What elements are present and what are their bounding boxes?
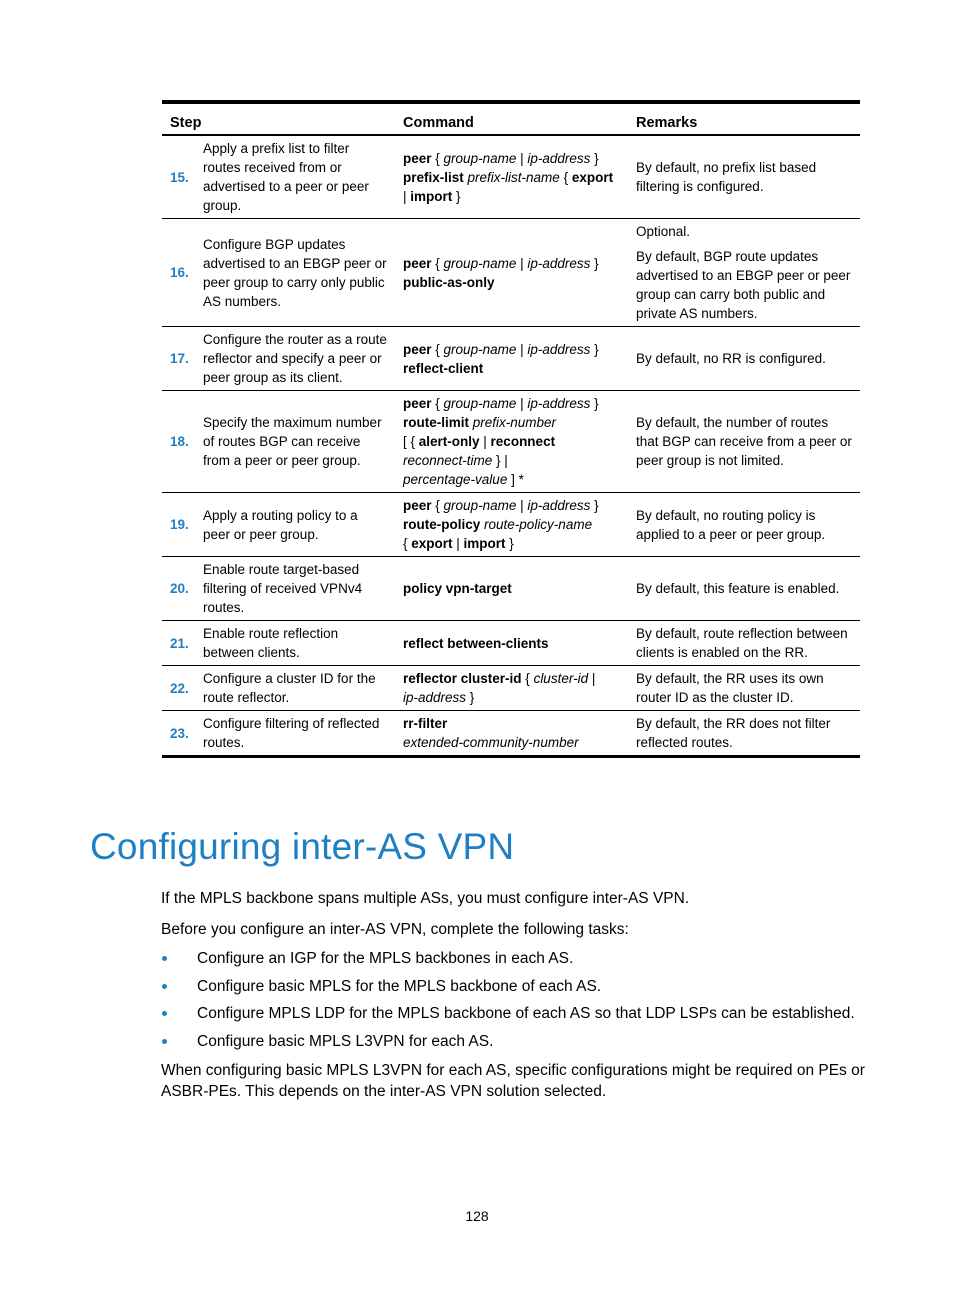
command-syntax: { (559, 169, 572, 185)
command-argument: cluster-id (533, 671, 589, 686)
command-keyword: public-as-only (403, 274, 495, 290)
step-number: 18. (170, 434, 189, 449)
command-argument: group-name (443, 396, 517, 411)
bullet-icon (162, 1011, 167, 1016)
remark-text: By default, no RR is configured. (636, 351, 826, 366)
command-keyword: alert-only (418, 434, 480, 449)
step-content (170, 624, 387, 662)
table-body (162, 135, 860, 757)
command-keyword: reflector cluster-id (403, 671, 522, 686)
command-line (403, 470, 620, 489)
command-argument: ip-address (527, 396, 591, 411)
step-cell (162, 711, 395, 757)
prerequisite-task-list (161, 948, 871, 1058)
configuration-steps-table (162, 100, 860, 758)
command-syntax: | (516, 498, 528, 513)
command-argument: group-name (443, 255, 517, 271)
command-line (403, 634, 620, 653)
command-argument: ip-address (527, 341, 591, 357)
command-keyword: export (411, 536, 453, 551)
step-cell (162, 493, 395, 557)
command-syntax: ] * (507, 472, 524, 487)
command-syntax: { (431, 341, 444, 357)
command-line (403, 451, 620, 470)
step-content (170, 139, 387, 215)
remarks-cell (628, 493, 860, 557)
command-line (403, 359, 620, 378)
remarks-cell (628, 621, 860, 666)
remarks-cell (628, 666, 860, 711)
command-argument: prefix-list-name (467, 169, 560, 185)
table-row (162, 135, 860, 219)
command-syntax: | (516, 396, 528, 411)
step-content (170, 506, 387, 544)
command-argument: group-name (443, 341, 517, 357)
remark-text: By default, route reflection between clients is enabled on the RR. (636, 626, 848, 660)
command-line (403, 733, 620, 752)
step-description: Configure the router as a route reflector and specify a peer or peer group as its client. (203, 332, 387, 385)
list-item-text: Configure basic MPLS L3VPN for each AS. (197, 1032, 494, 1050)
list-item (161, 1003, 871, 1031)
command-cell (395, 666, 628, 711)
list-item (161, 1031, 871, 1059)
command-syntax: | (479, 434, 491, 449)
command-cell (395, 135, 628, 219)
command-argument: ip-address (527, 150, 591, 166)
step-number: 17. (170, 351, 189, 366)
command-keyword: import (410, 188, 453, 204)
command-argument: group-name (443, 498, 517, 513)
command-syntax: } | (492, 453, 508, 468)
step-description: Apply a routing policy to a peer or peer group. (203, 507, 358, 542)
step-cell (162, 557, 395, 621)
table-row (162, 557, 860, 621)
remark-text: By default, this feature is enabled. (636, 581, 840, 596)
table-row (162, 391, 860, 493)
list-item (161, 948, 871, 976)
command-line (403, 413, 620, 432)
step-number: 21. (170, 635, 189, 651)
remarks-cell (628, 557, 860, 621)
step-cell (162, 621, 395, 666)
remarks-cell (628, 391, 860, 493)
command-syntax: [ { (403, 434, 419, 449)
table-row (162, 327, 860, 391)
command-argument: percentage-value (403, 472, 508, 487)
step-cell (162, 219, 395, 327)
step-description: Apply a prefix list to filter routes received from or advertised to a peer or peer group. (203, 141, 369, 213)
command-syntax: { (431, 255, 444, 271)
list-item-text: Configure an IGP for the MPLS backbones in each AS. (197, 950, 574, 967)
step-number: 15. (170, 169, 189, 185)
command-cell (395, 557, 628, 621)
remarks-cell (628, 219, 860, 327)
section-title: Configuring inter-AS VPN (90, 826, 515, 867)
step-description: Configure filtering of reflected routes. (203, 716, 380, 750)
step-description: Configure a cluster ID for the route reflector. (203, 671, 376, 705)
step-content (170, 413, 387, 470)
table-row (162, 711, 860, 757)
tasks-intro-paragraph: Before you configure an inter-AS VPN, complete the following tasks: (161, 921, 629, 938)
command-syntax: | (452, 536, 464, 551)
table-header-row (162, 102, 860, 135)
command-cell (395, 493, 628, 557)
step-cell (162, 666, 395, 711)
list-item-text: Configure basic MPLS for the MPLS backbone of each AS. (197, 977, 602, 995)
command-syntax: } (590, 498, 599, 513)
command-syntax: | (516, 255, 528, 271)
command-keyword: peer (403, 396, 432, 411)
command-keyword: peer (403, 341, 432, 357)
remarks-cell (628, 327, 860, 391)
command-syntax: } (590, 150, 599, 166)
command-line (403, 187, 620, 206)
remark-text: By default, the RR uses its own router ID as the cluster ID. (636, 671, 824, 705)
command-syntax: } (590, 255, 599, 271)
command-keyword: reflect between-clients (403, 635, 549, 651)
command-keyword: prefix-list (403, 169, 464, 185)
command-line (403, 688, 620, 707)
command-keyword: route-policy (403, 517, 481, 532)
command-argument: prefix-number (472, 415, 557, 430)
command-syntax: | (403, 188, 411, 204)
command-line (403, 515, 620, 534)
command-cell (395, 621, 628, 666)
remark-text: By default, the RR does not filter reflected routes. (636, 716, 831, 750)
command-keyword: route-limit (403, 415, 469, 430)
remark-text: By default, no routing policy is applied to a peer or peer group. (636, 507, 826, 542)
header-remarks: Remarks (628, 102, 860, 135)
command-keyword: peer (403, 498, 432, 513)
step-description: Enable route target-based filtering of received VPNv4 routes. (203, 562, 363, 615)
intro-paragraph: If the MPLS backbone spans multiple ASs, you must configure inter-AS VPN. (161, 890, 690, 907)
step-content (170, 714, 387, 752)
step-cell (162, 327, 395, 391)
command-keyword: peer (403, 255, 432, 271)
remark-text: By default, BGP route updates advertised to an EBGP peer or peer group can carry both public and private AS numbers. (636, 249, 851, 321)
command-syntax: } (590, 396, 599, 411)
command-cell (395, 711, 628, 757)
bullet-icon (162, 984, 167, 989)
list-item (161, 976, 871, 1004)
command-cell (395, 327, 628, 391)
command-keyword: export (571, 169, 614, 185)
command-argument: reconnect-time (403, 453, 493, 468)
remarks-cell (628, 711, 860, 757)
closing-paragraph: When configuring basic MPLS L3VPN for each AS, specific configurations might be required on PEs or ASBR-PEs. This depends on the inter-AS VPN solution selected. (161, 1062, 865, 1100)
command-syntax: } (452, 188, 461, 204)
command-argument: route-policy-name (484, 517, 593, 532)
command-argument: ip-address (527, 498, 591, 513)
command-cell (395, 219, 628, 327)
command-line (403, 254, 620, 273)
command-line (403, 432, 620, 451)
command-keyword: rr-filter (403, 716, 448, 731)
remark-text: By default, no prefix list based filtering is configured. (636, 160, 817, 194)
command-argument: ip-address (403, 690, 467, 705)
step-description: Configure BGP updates advertised to an EBGP peer or peer group to carry only public AS numbers. (203, 236, 387, 309)
remark-text: By default, the number of routes that BGP can receive from a peer or peer group is not limited. (636, 415, 852, 468)
command-line (403, 496, 620, 515)
command-line (403, 394, 620, 413)
command-keyword: policy vpn-target (403, 581, 512, 596)
command-syntax: { (431, 498, 444, 513)
step-number: 16. (170, 265, 189, 280)
command-line (403, 579, 620, 598)
command-keyword: reconnect (490, 434, 556, 449)
remark-text: Optional. (636, 224, 691, 239)
step-description: Enable route reflection between clients. (203, 626, 339, 660)
command-syntax: } (590, 341, 599, 357)
command-syntax: { (431, 396, 444, 411)
table-row (162, 621, 860, 666)
command-argument: ip-address (527, 255, 591, 271)
command-syntax: | (516, 150, 528, 166)
command-argument: group-name (443, 150, 517, 166)
command-syntax: } (466, 690, 475, 705)
table-row (162, 493, 860, 557)
table-row (162, 219, 860, 327)
command-line (403, 714, 620, 733)
step-number: 22. (170, 680, 189, 696)
step-number: 23. (170, 725, 189, 741)
step-content (170, 669, 387, 707)
command-syntax: | (588, 671, 596, 686)
command-line (403, 534, 620, 553)
command-syntax: { (431, 150, 444, 166)
step-content (170, 560, 387, 617)
command-syntax: { (403, 536, 412, 551)
command-line (403, 340, 620, 359)
command-keyword: peer (403, 150, 432, 166)
remarks-cell (628, 135, 860, 219)
step-number: 20. (170, 581, 189, 596)
step-content (170, 330, 387, 387)
command-line (403, 149, 620, 168)
step-cell (162, 391, 395, 493)
command-argument: extended-community-number (403, 735, 579, 750)
header-command: Command (395, 102, 628, 135)
command-line (403, 669, 620, 688)
command-keyword: reflect-client (403, 360, 484, 376)
step-content (170, 235, 387, 311)
command-syntax: { (521, 671, 534, 686)
table-row (162, 666, 860, 711)
command-line (403, 168, 620, 187)
command-syntax: | (516, 341, 528, 357)
list-item-text: Configure MPLS LDP for the MPLS backbone of each AS so that LDP LSPs can be established. (197, 1005, 855, 1022)
bullet-icon (162, 956, 167, 961)
command-cell (395, 391, 628, 493)
page-number: 128 (465, 1208, 489, 1224)
bullet-icon (162, 1039, 167, 1044)
step-number: 19. (170, 517, 189, 532)
step-cell (162, 135, 395, 219)
command-syntax: } (505, 536, 514, 551)
step-description: Specify the maximum number of routes BGP can receive from a peer or peer group. (203, 415, 382, 468)
command-line (403, 273, 620, 292)
header-step: Step (162, 102, 395, 135)
command-keyword: import (463, 536, 506, 551)
